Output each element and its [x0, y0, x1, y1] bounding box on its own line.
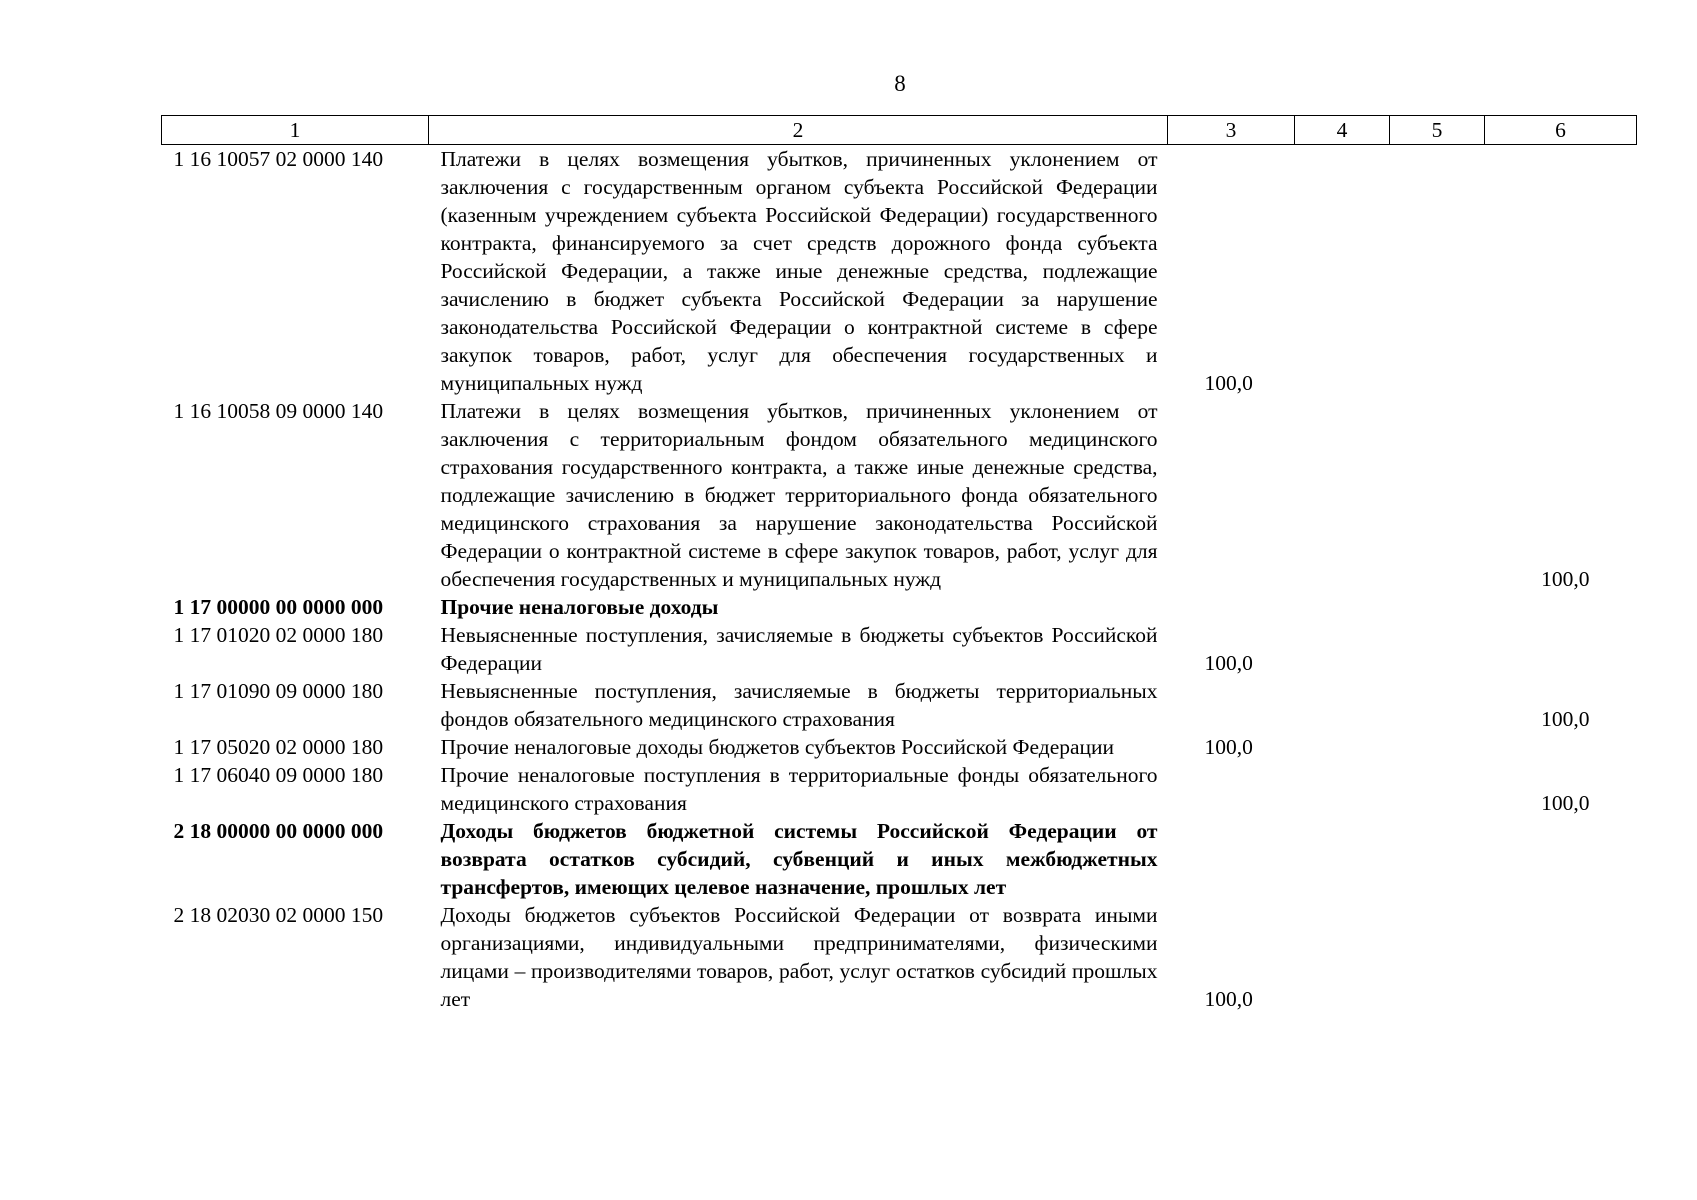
value-col5-cell: [1390, 817, 1485, 901]
table-row: [162, 733, 1637, 761]
value-col4-cell: [1295, 593, 1390, 621]
table-row: [162, 621, 1637, 677]
value-col6-cell: 100,0: [1541, 791, 1590, 815]
value-col5-cell: [1390, 901, 1485, 1013]
value-col3-cell: [1168, 397, 1295, 593]
value-col6-cell: [1485, 593, 1637, 621]
value-col3-cell: 100,0: [1204, 371, 1253, 395]
value-col3-cell: [1168, 593, 1295, 621]
table-row: [162, 901, 1637, 1013]
value-col3-cell: [1168, 817, 1295, 901]
value-col4-cell: [1295, 145, 1390, 398]
column-number-header-row: [162, 116, 1637, 145]
column-header-3: 3: [1168, 116, 1295, 145]
budget-code-cell: 1 17 01020 02 0000 180: [173, 623, 384, 647]
value-col6-cell: [1485, 733, 1637, 761]
value-col4-cell: [1295, 397, 1390, 593]
budget-code-cell: 1 16 10058 09 0000 140: [173, 399, 384, 423]
column-header-4: 4: [1295, 116, 1390, 145]
budget-code-cell: 1 17 06040 09 0000 180: [173, 763, 384, 787]
table-row: [162, 593, 1637, 621]
value-col6-cell: [1485, 145, 1637, 398]
description-cell: Невыясненные поступления, зачисляемые в бюджеты субъектов Российской Федерации: [440, 623, 1158, 675]
value-col5-cell: [1390, 733, 1485, 761]
value-col4-cell: [1295, 761, 1390, 817]
column-header-1: 1: [162, 116, 429, 145]
table-row: [162, 677, 1637, 733]
column-header-5: 5: [1390, 116, 1485, 145]
column-header-6: 6: [1485, 116, 1637, 145]
value-col4-cell: [1295, 621, 1390, 677]
budget-code-cell: 2 18 00000 00 0000 000: [173, 819, 384, 843]
value-col3-cell: [1168, 761, 1295, 817]
description-cell: Доходы бюджетов субъектов Российской Федерации от возврата иными организациями, индивидуальными предпринимателями, физическими лицами – производителями товаров, работ, услуг остатков субсидий прошлых лет: [440, 903, 1158, 1011]
value-col6-cell: [1485, 621, 1637, 677]
description-cell: Прочие неналоговые доходы: [440, 595, 719, 619]
value-col4-cell: [1295, 901, 1390, 1013]
value-col5-cell: [1390, 621, 1485, 677]
page-number: 8: [894, 71, 906, 96]
description-cell: Доходы бюджетов бюджетной системы Российской Федерации от возврата остатков субсидий, субвенций и иных межбюджетных трансфертов, имеющих целевое назначение, прошлых лет: [440, 819, 1158, 899]
table-row: [162, 397, 1637, 593]
value-col3-cell: 100,0: [1204, 735, 1253, 759]
budget-code-cell: 1 16 10057 02 0000 140: [173, 147, 384, 171]
value-col5-cell: [1390, 593, 1485, 621]
budget-code-cell: 2 18 02030 02 0000 150: [173, 903, 384, 927]
budget-code-cell: 1 17 00000 00 0000 000: [173, 595, 384, 619]
description-cell: Платежи в целях возмещения убытков, причиненных уклонением от заключения с территориальным фондом обязательного медицинского страхования государственного контракта, а также иные денежные средства, подлежащие зачислению в бюджет территориального фонда обязательного медицинского страхования за нарушение законодательства Российской Федерации о контрактной системе в сфере закупок товаров, работ, услуг для обеспечения государственных и муниципальных нужд: [440, 399, 1158, 591]
value-col3-cell: 100,0: [1204, 651, 1253, 675]
table-row: [162, 145, 1637, 398]
table-row: [162, 817, 1637, 901]
value-col3-cell: [1168, 677, 1295, 733]
table-row: [162, 761, 1637, 817]
value-col6-cell: 100,0: [1541, 707, 1590, 731]
description-cell: Платежи в целях возмещения убытков, причиненных уклонением от заключения с государственным органом субъекта Российской Федерации (казенным учреждением субъекта Российской Федерации) государственного контракта, финансируемого за счет средств дорожного фонда субъекта Российской Федерации, а также иные денежные средства, подлежащие зачислению в бюджет субъекта Российской Федерации за нарушение законодательства Российской Федерации о контрактной системе в сфере закупок товаров, работ, услуг для обеспечения государственных и муниципальных нужд: [440, 147, 1158, 395]
column-header-2: 2: [429, 116, 1168, 145]
description-cell: Прочие неналоговые поступления в территориальные фонды обязательного медицинского страхования: [440, 763, 1158, 815]
revenue-table: [161, 115, 1637, 1013]
value-col5-cell: [1390, 677, 1485, 733]
value-col6-cell: 100,0: [1541, 567, 1590, 591]
budget-code-cell: 1 17 01090 09 0000 180: [173, 679, 384, 703]
value-col5-cell: [1390, 397, 1485, 593]
budget-code-cell: 1 17 05020 02 0000 180: [173, 735, 384, 759]
value-col3-cell: 100,0: [1204, 987, 1253, 1011]
value-col5-cell: [1390, 761, 1485, 817]
value-col4-cell: [1295, 733, 1390, 761]
description-cell: Невыясненные поступления, зачисляемые в бюджеты территориальных фондов обязательного медицинского страхования: [440, 679, 1158, 731]
value-col6-cell: [1485, 817, 1637, 901]
value-col5-cell: [1390, 145, 1485, 398]
table-body: [162, 145, 1637, 1014]
value-col6-cell: [1485, 901, 1637, 1013]
value-col4-cell: [1295, 817, 1390, 901]
description-cell: Прочие неналоговые доходы бюджетов субъектов Российской Федерации: [440, 735, 1115, 759]
value-col4-cell: [1295, 677, 1390, 733]
